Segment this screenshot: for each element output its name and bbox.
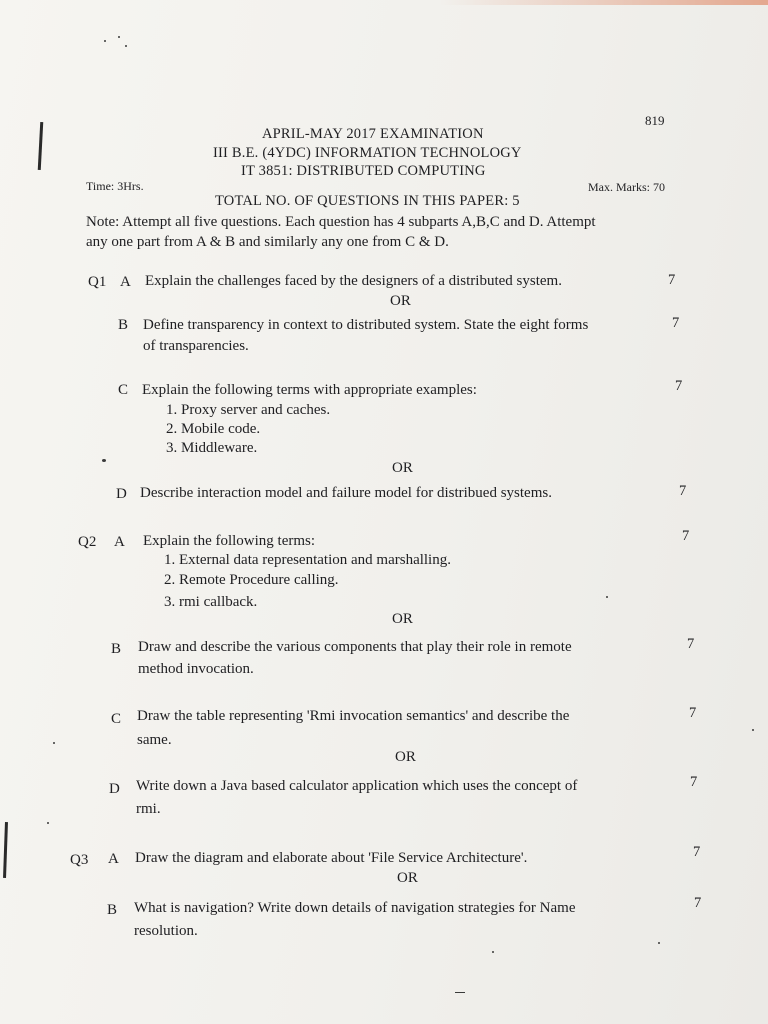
speck (104, 40, 106, 42)
list-item: 1. External data representation and marshalling. (164, 552, 451, 568)
speck (125, 45, 127, 47)
part-text: Draw the diagram and elaborate about 'File Service Architecture'. (135, 850, 528, 866)
question-number: Q3 (70, 852, 89, 868)
or-separator: OR (392, 611, 413, 627)
marks: 7 (687, 636, 695, 652)
or-separator: OR (392, 460, 413, 476)
part-label: C (118, 382, 129, 398)
marks: 7 (675, 378, 683, 394)
part-text: Explain the following terms with appropriate examples: (142, 382, 477, 398)
part-label: A (120, 274, 131, 290)
speck (47, 822, 49, 824)
part-text: Explain the following terms: (143, 533, 316, 549)
part-text: Write down a Java based calculator application which uses the concept of (136, 778, 578, 794)
or-separator: OR (390, 293, 411, 309)
part-label: D (116, 486, 127, 502)
part-label: B (118, 317, 129, 333)
list-item: 3. rmi callback. (164, 594, 258, 610)
scan-mark-left-top (38, 122, 44, 170)
speck (102, 459, 106, 462)
or-separator: OR (395, 749, 416, 765)
note-line-2: any one part from A & B and similarly any one from C & D. (86, 234, 449, 250)
part-label: C (111, 711, 122, 727)
marks: 7 (693, 844, 701, 860)
marks: 7 (690, 774, 698, 790)
scan-mark-left-bottom (3, 822, 8, 878)
part-text: same. (137, 732, 172, 748)
part-label: A (108, 851, 119, 867)
question-number: Q1 (88, 274, 107, 290)
marks: 7 (672, 315, 680, 331)
marks: 7 (689, 705, 697, 721)
part-text: Explain the challenges faced by the designers of a distributed system. (145, 273, 562, 289)
page-number: 819 (645, 113, 665, 128)
part-text: Describe interaction model and failure model for distribued systems. (140, 485, 552, 501)
subject-title: IT 3851: DISTRIBUTED COMPUTING (241, 163, 486, 179)
time-label: Time: 3Hrs. (86, 179, 144, 193)
list-item: 2. Mobile code. (166, 421, 261, 437)
max-marks-label: Max. Marks: 70 (588, 180, 665, 194)
exam-title: APRIL-MAY 2017 EXAMINATION (262, 126, 484, 142)
speck (606, 596, 608, 598)
speck (752, 729, 754, 731)
speck (118, 36, 120, 38)
part-text: Define transparency in context to distributed system. State the eight forms (143, 317, 589, 333)
part-text: What is navigation? Write down details of navigation strategies for Name (134, 900, 576, 916)
part-text: of transparencies. (143, 338, 249, 354)
speck (658, 942, 660, 944)
marks: 7 (694, 895, 702, 911)
speck (53, 742, 55, 744)
list-item: 3. Middleware. (166, 440, 258, 456)
part-label: A (114, 534, 125, 550)
part-label: B (107, 902, 118, 918)
marks: 7 (682, 528, 690, 544)
speck (492, 951, 494, 953)
list-item: 1. Proxy server and caches. (166, 402, 331, 418)
course-title: III B.E. (4YDC) INFORMATION TECHNOLOGY (213, 145, 522, 161)
page-edge-shadow (440, 0, 768, 5)
part-text: rmi. (136, 801, 161, 817)
marks: 7 (668, 272, 676, 288)
part-text: Draw the table representing 'Rmi invocation semantics' and describe the (137, 708, 570, 724)
total-questions: TOTAL NO. OF QUESTIONS IN THIS PAPER: 5 (215, 193, 520, 209)
part-label: B (111, 641, 122, 657)
question-number: Q2 (78, 534, 97, 550)
part-text: method invocation. (138, 661, 254, 677)
part-text: resolution. (134, 923, 198, 939)
part-label: D (109, 781, 120, 797)
or-separator: OR (397, 870, 418, 886)
part-text: Draw and describe the various components that play their role in remote (138, 639, 572, 655)
list-item: 2. Remote Procedure calling. (164, 572, 339, 588)
speck (455, 992, 465, 993)
note-line-1: Note: Attempt all five questions. Each question has 4 subparts A,B,C and D. Attempt (86, 214, 596, 230)
marks: 7 (679, 483, 687, 499)
